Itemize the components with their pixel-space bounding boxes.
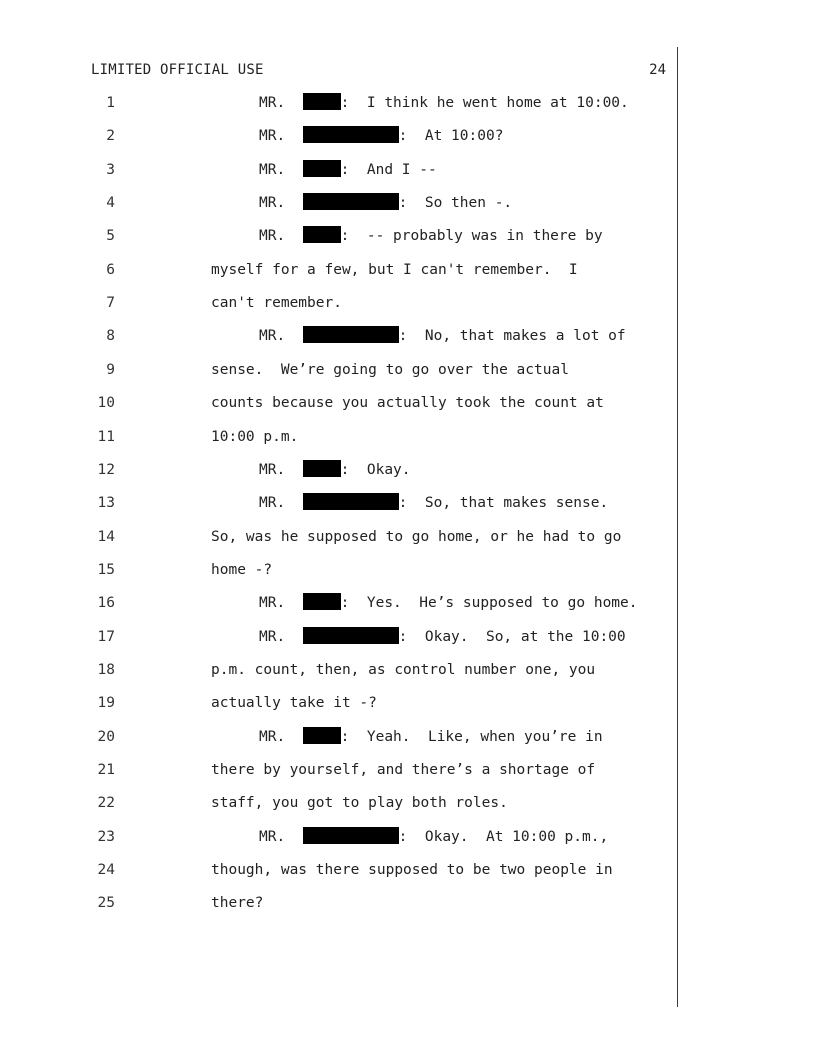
speech-text: : At 10:00? xyxy=(398,128,504,145)
redaction-box xyxy=(303,126,399,143)
redaction-box xyxy=(303,727,341,744)
line-number: 23 xyxy=(97,828,115,845)
line-number: 17 xyxy=(97,628,115,645)
speaker-label: MR. xyxy=(259,628,286,645)
line-text xyxy=(211,660,595,680)
transcript-line xyxy=(0,827,816,847)
transcript-line xyxy=(0,260,816,280)
line-text xyxy=(211,693,377,713)
line-number: 13 xyxy=(97,495,115,512)
speech-text: : Okay. So, at the 10:00 xyxy=(398,628,626,645)
speech-text: : No, that makes a lot of xyxy=(398,328,626,345)
line-number: 19 xyxy=(97,695,115,712)
speaker-label: MR. xyxy=(259,128,286,145)
continuation-text: can't remember. xyxy=(211,295,342,312)
transcript-line xyxy=(0,660,816,680)
transcript-line xyxy=(0,760,816,780)
line-text xyxy=(259,460,411,480)
speech-text: : Yes. He’s supposed to go home. xyxy=(340,595,638,612)
transcript-line xyxy=(0,560,816,580)
transcript-line xyxy=(0,293,816,313)
speech-text: : Yeah. Like, when you’re in xyxy=(340,728,603,745)
speaker-label: MR. xyxy=(259,595,286,612)
redaction-box xyxy=(303,493,399,510)
line-text xyxy=(211,427,298,447)
speaker-label: MR. xyxy=(259,495,286,512)
transcript-line xyxy=(0,860,816,880)
line-number: 15 xyxy=(97,561,115,578)
line-number: 1 xyxy=(106,95,115,111)
continuation-text: though, was there supposed to be two people in xyxy=(211,862,613,879)
line-text xyxy=(211,527,621,547)
continuation-text: home -? xyxy=(211,561,273,578)
continuation-text: myself for a few, but I can't remember. I xyxy=(211,261,578,278)
line-text xyxy=(259,126,503,146)
redaction-box xyxy=(303,160,341,177)
line-number: 24 xyxy=(97,862,115,879)
line-text xyxy=(259,627,626,647)
continuation-text: there by yourself, and there’s a shortage of xyxy=(211,762,596,778)
continuation-text: actually take it -? xyxy=(211,695,377,712)
transcript-line xyxy=(0,693,816,713)
speech-text: : -- probably was in there by xyxy=(340,228,603,245)
transcript-line xyxy=(0,893,816,913)
line-text xyxy=(259,593,637,613)
transcript-line xyxy=(0,326,816,346)
classification-header: LIMITED OFFICIAL USE xyxy=(91,62,264,78)
continuation-text: counts because you actually took the count at xyxy=(211,395,604,412)
transcript-line xyxy=(0,593,816,613)
line-number: 6 xyxy=(106,261,115,278)
line-number: 25 xyxy=(97,895,115,912)
line-text xyxy=(211,893,263,913)
line-number: 4 xyxy=(106,195,115,212)
line-text xyxy=(259,827,608,847)
speaker-label: MR. xyxy=(259,328,286,345)
transcript-line xyxy=(0,193,816,213)
speech-text: : So, that makes sense. xyxy=(398,495,609,512)
page-number: 24 xyxy=(649,62,666,78)
transcript-line xyxy=(0,727,816,747)
line-number: 16 xyxy=(97,595,115,612)
speaker-label: MR. xyxy=(259,728,286,745)
speech-text: : Okay. xyxy=(340,461,411,478)
line-number: 14 xyxy=(97,528,115,545)
line-text xyxy=(259,727,603,747)
line-text xyxy=(259,326,626,346)
line-number: 11 xyxy=(97,428,115,445)
redaction-box xyxy=(303,193,399,210)
redaction-box xyxy=(303,593,341,610)
line-number: 2 xyxy=(106,128,115,145)
speaker-label: MR. xyxy=(259,461,286,478)
line-number: 12 xyxy=(97,461,115,478)
speaker-label: MR. xyxy=(259,828,286,845)
line-text xyxy=(259,226,603,246)
redaction-box xyxy=(303,827,399,844)
speaker-label: MR. xyxy=(259,228,286,245)
speech-text: : I think he went home at 10:00. xyxy=(340,95,629,111)
line-number: 22 xyxy=(97,795,115,812)
speech-text: : So then -. xyxy=(398,195,513,212)
redaction-box xyxy=(303,226,341,243)
continuation-text: staff, you got to play both roles. xyxy=(211,795,508,812)
line-text xyxy=(211,260,578,280)
speech-text: : And I -- xyxy=(340,161,437,178)
line-text xyxy=(211,560,272,580)
redaction-box xyxy=(303,93,341,110)
line-text xyxy=(211,793,508,813)
transcript-line xyxy=(0,93,816,113)
line-number: 21 xyxy=(97,762,115,778)
line-number: 3 xyxy=(106,161,115,178)
line-text xyxy=(211,293,342,313)
continuation-text: So, was he supposed to go home, or he had to go xyxy=(211,528,622,545)
transcript-line xyxy=(0,160,816,180)
transcript-line xyxy=(0,360,816,380)
speaker-label: MR. xyxy=(259,95,286,111)
transcript-line xyxy=(0,126,816,146)
redaction-box xyxy=(303,460,341,477)
redaction-box xyxy=(303,627,399,644)
line-number: 18 xyxy=(97,661,115,678)
continuation-text: there? xyxy=(211,895,264,912)
line-number: 20 xyxy=(97,728,115,745)
continuation-text: sense. We’re going to go over the actual xyxy=(211,361,569,378)
transcript-line xyxy=(0,427,816,447)
transcript-line xyxy=(0,627,816,647)
transcript-line xyxy=(0,527,816,547)
line-text xyxy=(211,860,613,880)
transcript-line xyxy=(0,493,816,513)
line-text xyxy=(211,360,569,380)
line-number: 8 xyxy=(106,328,115,345)
line-number: 5 xyxy=(106,228,115,245)
line-text xyxy=(259,493,608,513)
line-text xyxy=(259,93,629,113)
line-text xyxy=(211,760,595,780)
transcript-line xyxy=(0,226,816,246)
line-number: 9 xyxy=(106,361,115,378)
redaction-box xyxy=(303,326,399,343)
line-text xyxy=(211,393,604,413)
line-number: 10 xyxy=(97,395,115,412)
transcript-line xyxy=(0,393,816,413)
line-text xyxy=(259,160,437,180)
continuation-text: 10:00 p.m. xyxy=(211,428,299,445)
speech-text: : Okay. At 10:00 p.m., xyxy=(398,828,609,845)
speaker-label: MR. xyxy=(259,195,286,212)
continuation-text: p.m. count, then, as control number one, you xyxy=(211,661,596,678)
transcript-line xyxy=(0,460,816,480)
line-number: 7 xyxy=(106,295,115,312)
speaker-label: MR. xyxy=(259,161,286,178)
line-text xyxy=(259,193,512,213)
transcript-line xyxy=(0,793,816,813)
